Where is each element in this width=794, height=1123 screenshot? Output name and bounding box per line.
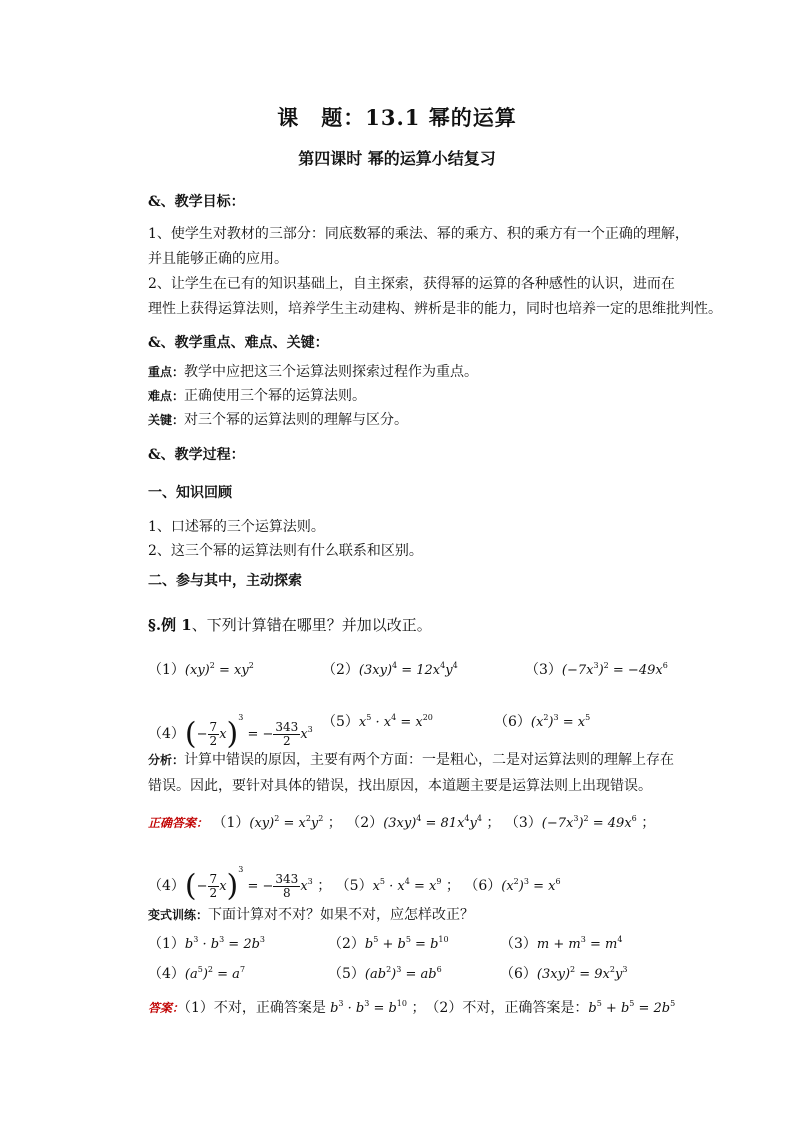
process-heading: &、教学过程：	[148, 447, 245, 463]
explore-heading: 二、参与其中，主动探索	[148, 573, 302, 589]
difficult-text: 正确使用三个幂的运算法则。	[184, 388, 367, 404]
example-item-5: $(5)x^5 \cdot x^4 = x^{20}$	[322, 713, 433, 730]
key-point-line	[148, 362, 478, 382]
variant-item-2: $(2)b^5 + b^5 = b^{10}$	[328, 935, 449, 952]
goals-heading: &、教学目标：	[148, 194, 245, 210]
difficult-label: 难点：	[148, 389, 185, 403]
variant-line	[148, 905, 474, 925]
crux-label: 关键：	[148, 413, 185, 427]
final-answer-line: 答案：（1）不对，正确答案是 $b^3 \cdot b^3 = b^{10}$ ； （2）不对，正确答案是：$b^5 + b^5 = 2b^5$	[148, 999, 676, 1016]
example-prefix: §.例 1	[148, 616, 192, 634]
example-item-6: $(6)(x^2)^3 = x^5$	[494, 713, 591, 730]
key-point-label: 重点：	[148, 365, 185, 379]
analysis-line1	[148, 750, 674, 770]
example-item-1: $(1)(xy)^2 = xy^2$	[148, 661, 254, 678]
example-item-2: $(2)(3xy)^4 = 12x^4y^4$	[322, 661, 458, 678]
goal2-line2: 理性上获得运算法则，培养学生主动建构、辨析是非的能力，同时也培养一定的思维批判性。	[148, 301, 722, 317]
analysis-text-1: 计算中错误的原因，主要有两个方面：一是粗心，二是对运算法则的理解上存在	[184, 752, 675, 768]
example-text: 、下列计算错在哪里？并加以改正。	[191, 616, 432, 634]
review-item-2: 2、这三个幂的运算法则有什么联系和区别。	[148, 543, 423, 559]
final-answer-label: 答案：	[148, 1001, 185, 1015]
difficult-line	[148, 386, 366, 406]
final-answer-1: （1）不对，正确答案是	[184, 1000, 326, 1016]
correct-answers-line2: （4）(− $\frac{7}{2}$ x)$^3$ = − $\frac{343}{8}$ $x^3$ ； $(5)x^5 \cdot x^4 = x^9$ ； $(6)(x^2)^3 = x^6$	[148, 865, 561, 904]
crux-text: 对三个幂的运算法则的理解与区分。	[184, 412, 409, 428]
example-item-3: $(3)(-7x^3)^2 = -49x^6$	[525, 661, 668, 678]
variant-item-1: $(1)b^3 \cdot b^3 = 2b^3$	[148, 935, 265, 952]
variant-item-6: $(6)(3xy)^2 = 9x^2y^3$	[500, 965, 628, 982]
goal2-line1: 2、让学生在已有的知识基础上，自主探索，获得幂的运算的各种感性的认识，进而在	[148, 276, 675, 292]
review-heading: 一、知识回顾	[148, 485, 232, 501]
example-line	[148, 615, 432, 635]
example-item-4: （4）(− $\frac{7}{2}$ x)$^3$ = − $\frac{343}{2}$ $x^3$	[148, 713, 313, 752]
analysis-label: 分析：	[148, 753, 185, 767]
page-title: 课 题：13.1 幂的运算	[277, 105, 517, 130]
correct-answers-line1: 正确答案： $(1)(xy)^2 = x^2y^2$ ； $(2)(3xy)^4 = 81x^4y^4$ ； $(3)(-7x^3)^2 = 49x^6$ ；	[148, 814, 656, 831]
variant-item-4: $(4)(a^5)^2 = a^7$	[148, 965, 246, 982]
crux-line	[148, 410, 408, 430]
final-answer-2: ； （2）不对，正确答案是：	[411, 1000, 589, 1016]
analysis-line2: 错误。因此，要针对具体的错误，找出原因，本道题主要是运算法则上出现错误。	[148, 778, 652, 794]
page-subtitle: 第四课时 幂的运算小结复习	[298, 149, 496, 168]
key-heading: &、教学重点、难点、关键：	[148, 335, 329, 351]
review-item-1: 1、口述幂的三个运算法则。	[148, 519, 325, 535]
variant-item-5: $(5)(ab^2)^3 = ab^6$	[328, 965, 442, 982]
goal1-line1: 1、使学生对教材的三部分：同底数幂的乘法、幂的乘方、积的乘方有一个正确的理解，	[148, 226, 689, 242]
key-point-text: 教学中应把这三个运算法则探索过程作为重点。	[184, 364, 479, 380]
variant-text: 下面计算对不对？如果不对，应怎样改正？	[208, 907, 475, 923]
correct-answer-label: 正确答案：	[148, 816, 209, 830]
goal1-line2: 并且能够正确的应用。	[148, 251, 288, 267]
variant-label: 变式训练：	[148, 908, 209, 922]
variant-item-3: $(3)m + m^3 = m^4$	[500, 935, 623, 952]
